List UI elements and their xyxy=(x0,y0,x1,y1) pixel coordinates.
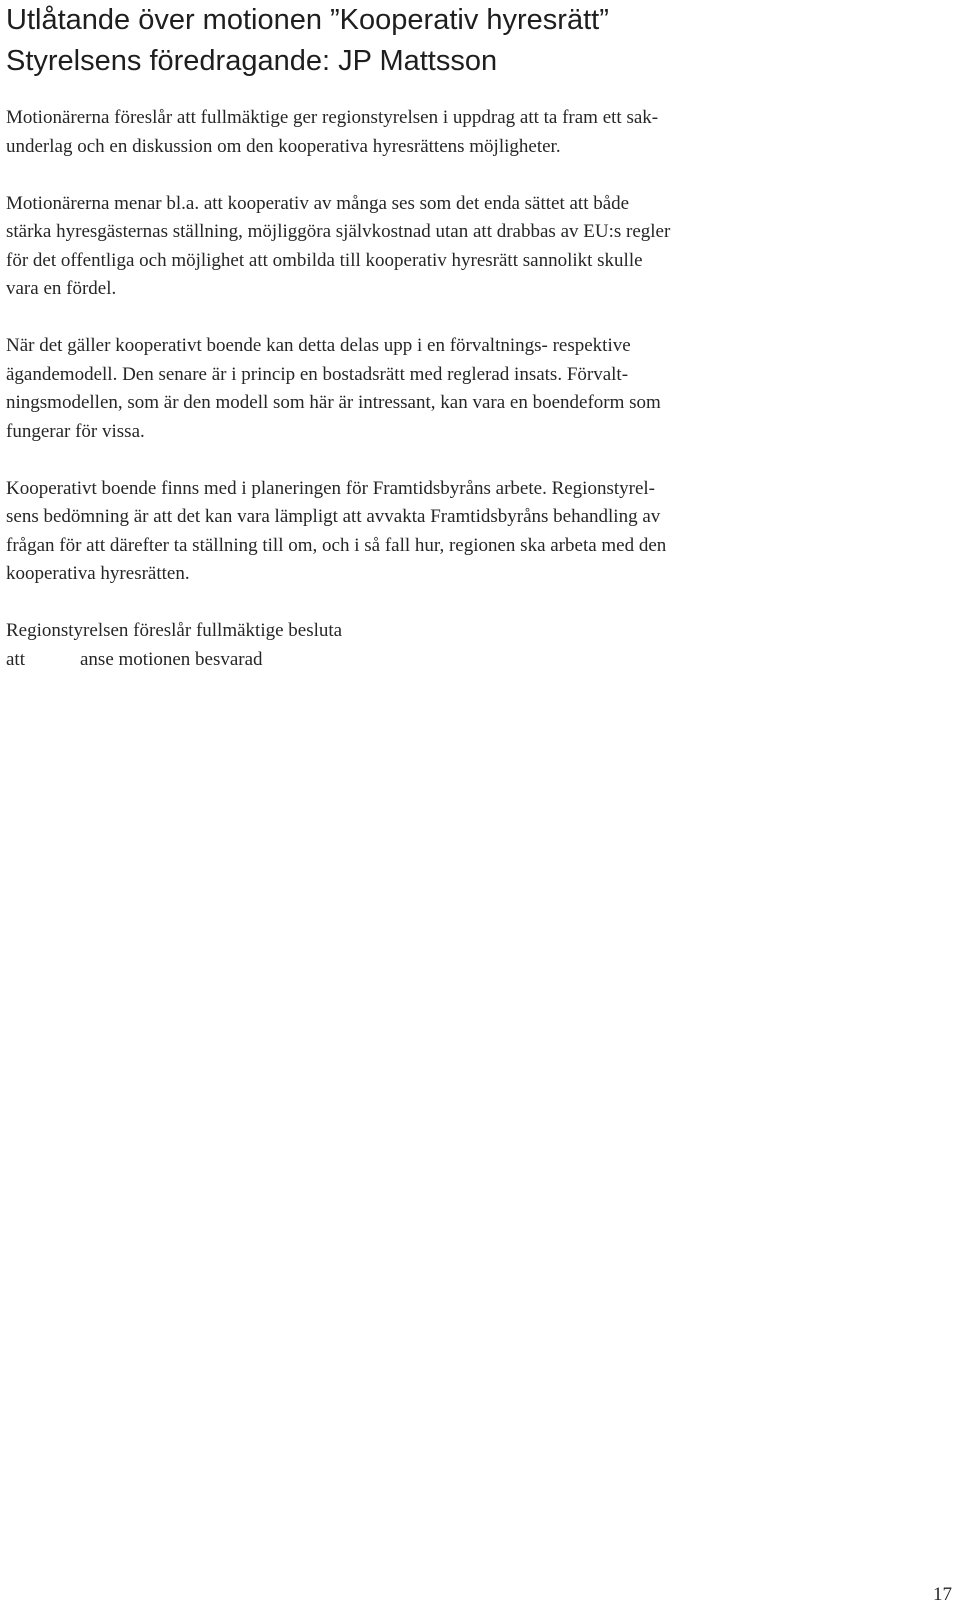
proposal-clause xyxy=(6,646,826,675)
paragraph-line: för det offentliga och möjlighet att ombilda till kooperativ hyresrätt sannolikt skulle xyxy=(6,249,643,271)
document-title xyxy=(6,0,609,82)
document-body xyxy=(6,104,826,674)
paragraph-2 xyxy=(6,190,826,304)
paragraph-gap xyxy=(6,304,826,333)
paragraph-1 xyxy=(6,104,826,161)
paragraph-line: ningsmodellen, som är den modell som här är intressant, kan vara en boendeform som xyxy=(6,392,661,413)
proposal-att: att xyxy=(6,648,25,670)
paragraph-line: kooperativa hyresrätten. xyxy=(6,563,190,584)
presenter-line: Styrelsens föredragande: JP Mattsson xyxy=(6,45,498,77)
paragraph-line: sens bedömning är att det kan vara lämpligt att avvakta Framtidsbyråns behandling av xyxy=(6,506,661,527)
paragraph-line: fungerar för vissa. xyxy=(6,420,145,442)
title-line: Utlåtande över motionen ”Kooperativ hyresrätt” xyxy=(6,4,609,36)
paragraph-gap xyxy=(6,446,826,475)
paragraph-line: vara en fördel. xyxy=(6,278,117,299)
paragraph-line: frågan för att därefter ta ställning till om, och i så fall hur, regionen ska arbeta med den xyxy=(6,534,667,556)
paragraph-line: Kooperativt boende finns med i planeringen för Framtidsbyråns arbete. Regionstyrel- xyxy=(6,477,655,499)
proposal-text: anse motionen besvarad xyxy=(80,648,263,670)
proposal-intro: Regionstyrelsen föreslår fullmäktige besluta xyxy=(6,620,343,641)
paragraph-line: stärka hyresgästernas ställning, möjliggöra självkostnad utan att drabbas av EU:s regler xyxy=(6,221,671,242)
paragraph-line: Motionärerna menar bl.a. att kooperativ av många ses som det enda sättet att både xyxy=(6,192,630,214)
paragraph-line: Motionärerna föreslår att fullmäktige ger regionstyrelsen i uppdrag att ta fram ett sak- xyxy=(6,107,659,128)
paragraph-line: underlag och en diskussion om den kooperativa hyresrättens möjligheter. xyxy=(6,135,561,157)
paragraph-gap xyxy=(6,589,826,618)
proposal xyxy=(6,617,826,674)
paragraph-line: ägandemodell. Den senare är i princip en bostadsrätt med reglerad insats. Förvalt- xyxy=(6,363,629,385)
paragraph-gap xyxy=(6,161,826,190)
page-number: 17 xyxy=(933,1584,952,1605)
paragraph-3 xyxy=(6,332,826,446)
paragraph-4 xyxy=(6,475,826,589)
paragraph-line: När det gäller kooperativt boende kan detta delas upp i en förvaltnings- respektive xyxy=(6,335,631,356)
